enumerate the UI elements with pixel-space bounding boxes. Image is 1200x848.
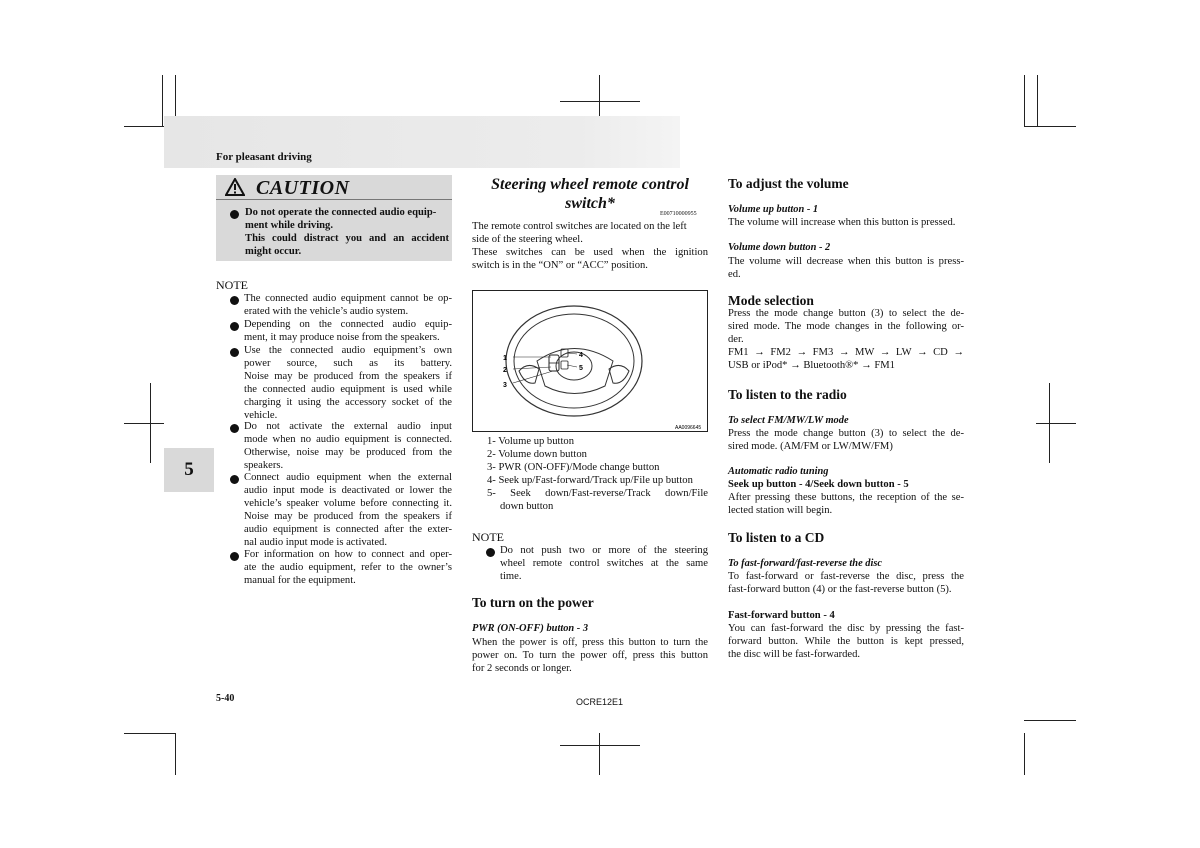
figure-legend: 1- Volume up button 2- Volume down button 3- PWR (ON-OFF)/Mode change button 4- Seek up/Fast-forward/Track up/File up button 5- Seek down/Fast-reverse/Track down/File down button — [487, 436, 708, 512]
figure-code: AA0096645 — [675, 425, 702, 431]
bullet-icon — [230, 322, 239, 331]
steering-wheel-illustration — [473, 291, 707, 431]
section-code: E00710000955 — [660, 211, 697, 217]
note-item-line: ment, it may produce noise from the speakers. — [244, 331, 440, 343]
note-item-line: erated with the vehicle’s audio system. — [244, 305, 409, 317]
note-item-line: For information on how to connect and oper- — [244, 549, 452, 560]
mode-text: Press the mode change button (3) to select the de- sired mode. The mode changes in the following or- der. FM1 → FM2 → FM3 → MW → LW → CD → USB or iPod* → Bluetooth®* → FM1 — [728, 308, 964, 371]
note-item-line: Noise may be produced from the speakers if — [244, 370, 452, 382]
note-item-line: Otherwise, noise may be produced from the — [244, 446, 452, 458]
note-item — [244, 421, 452, 473]
note-label: NOTE — [216, 278, 248, 292]
radio-subheading: To select FM/MW/LW mode — [728, 415, 849, 426]
bullet-icon — [230, 552, 239, 561]
radio-seek-text: After pressing these buttons, the reception of the se- lected station will begin. — [728, 492, 964, 516]
volume-up-text: The volume will increase when this button is pressed. — [728, 217, 956, 228]
note-item-line: Connect audio equipment when the external — [244, 472, 452, 483]
chapter-number: 5 — [184, 459, 194, 480]
note-item — [244, 549, 452, 588]
note-item-line: the connected audio equipment is used while — [244, 383, 452, 395]
callout-4: 4 — [579, 352, 583, 359]
note-item-line: vehicle. — [244, 409, 278, 421]
cd-text: To fast-forward or fast-reverse the disc, press the fast-forward button (4) or the fast-reverse button (5). — [728, 571, 964, 595]
note-item-line: nal audio input mode is activated. — [244, 536, 387, 548]
volume-down-subheading: Volume down button - 2 — [728, 242, 831, 253]
cd-ff-text: You can fast-forward the disc by pressing the fast- forward button. While the button is kept pressed, the disc will be fast-forwarded. — [728, 623, 964, 660]
page-number: 5-40 — [216, 693, 235, 704]
note-item-line: audio equipment is connected after the exter- — [244, 523, 452, 535]
bullet-icon — [230, 475, 239, 484]
callout-5: 5 — [579, 365, 583, 372]
cd-heading: To listen to a CD — [728, 530, 825, 545]
bullet-icon — [230, 348, 239, 357]
chapter-tab — [164, 448, 214, 492]
volume-down-text: The volume will decrease when this button is press- ed. — [728, 256, 964, 280]
callout-3: 3 — [503, 382, 507, 389]
radio-text: Press the mode change button (3) to select the de- sired mode. (AM/FM or LW/MW/FM) — [728, 428, 964, 452]
power-text: When the power is off, press this button to turn the power on. To turn the power off, press this button for 2 seconds or longer. — [472, 637, 708, 674]
note-item-line: power source, such as its battery. — [244, 357, 452, 369]
volume-heading: To adjust the volume — [728, 176, 849, 191]
note-item — [244, 472, 452, 549]
note-item-line: manual for the equipment. — [244, 574, 356, 586]
caution-title: CAUTION — [256, 177, 350, 199]
note2-text: Do not push two or more of the steering wheel remote control switches at the same time. — [500, 545, 708, 582]
cd-subheading: To fast-forward/fast-reverse the disc — [728, 558, 883, 569]
callout-2: 2 — [503, 367, 507, 374]
note-item — [244, 345, 452, 422]
radio-auto-subheading: Automatic radio tuning — [728, 466, 829, 477]
note-item-line: Do not activate the external audio input — [244, 421, 452, 432]
note2-label: NOTE — [472, 530, 504, 544]
document-code: OCRE12E1 — [576, 697, 624, 707]
steering-wheel-figure — [472, 290, 708, 432]
cd-ff-label: Fast-forward button - 4 — [728, 610, 835, 621]
note-item-line: Depending on the connected audio equip- — [244, 319, 452, 330]
caution-title-bar — [216, 175, 452, 200]
note-item-line: audio input mode is deactivated or lower the — [244, 484, 452, 496]
note-item-line: mode when no audio equipment is connected. — [244, 433, 452, 445]
section-title: Steering wheel remote control switch* — [491, 176, 689, 212]
mode-heading: Mode selection — [728, 293, 814, 308]
bullet-icon — [230, 296, 239, 305]
bullet-icon — [486, 548, 495, 557]
warning-triangle-icon — [225, 178, 245, 196]
radio-seek-label: Seek up button - 4/Seek down button - 5 — [728, 479, 909, 490]
note-item-line: vehicle’s speaker volume before connecting it. — [244, 497, 452, 509]
section-header: For pleasant driving — [216, 151, 312, 163]
callout-1: 1 — [503, 355, 507, 362]
note-item-line: speakers. — [244, 459, 284, 471]
note-item-line: The connected audio equipment cannot be op- — [244, 293, 452, 304]
note-item-line: Noise may be produced from the speakers if — [244, 510, 452, 522]
note-item-line: charging it using the accessory socket of the — [244, 396, 452, 408]
power-heading: To turn on the power — [472, 595, 594, 610]
intro-text: The remote control switches are located on the left side of the steering wheel. These switches can be used when the ignition switch is in the “ON” or “ACC” position. — [472, 221, 708, 271]
bullet-icon — [230, 210, 239, 219]
note-item — [244, 293, 452, 319]
note-item — [244, 319, 452, 345]
note-item-line: ate the audio equipment, refer to the owner’s — [244, 561, 452, 573]
volume-up-subheading: Volume up button - 1 — [728, 204, 819, 215]
note-item-line: Use the connected audio equipment’s own — [244, 345, 452, 356]
caution-text: Do not operate the connected audio equip- ment while driving. This could distract you and an accident might occur. — [245, 207, 449, 257]
bullet-icon — [230, 424, 239, 433]
power-subheading: PWR (ON-OFF) button - 3 — [472, 623, 589, 634]
radio-heading: To listen to the radio — [728, 387, 847, 402]
